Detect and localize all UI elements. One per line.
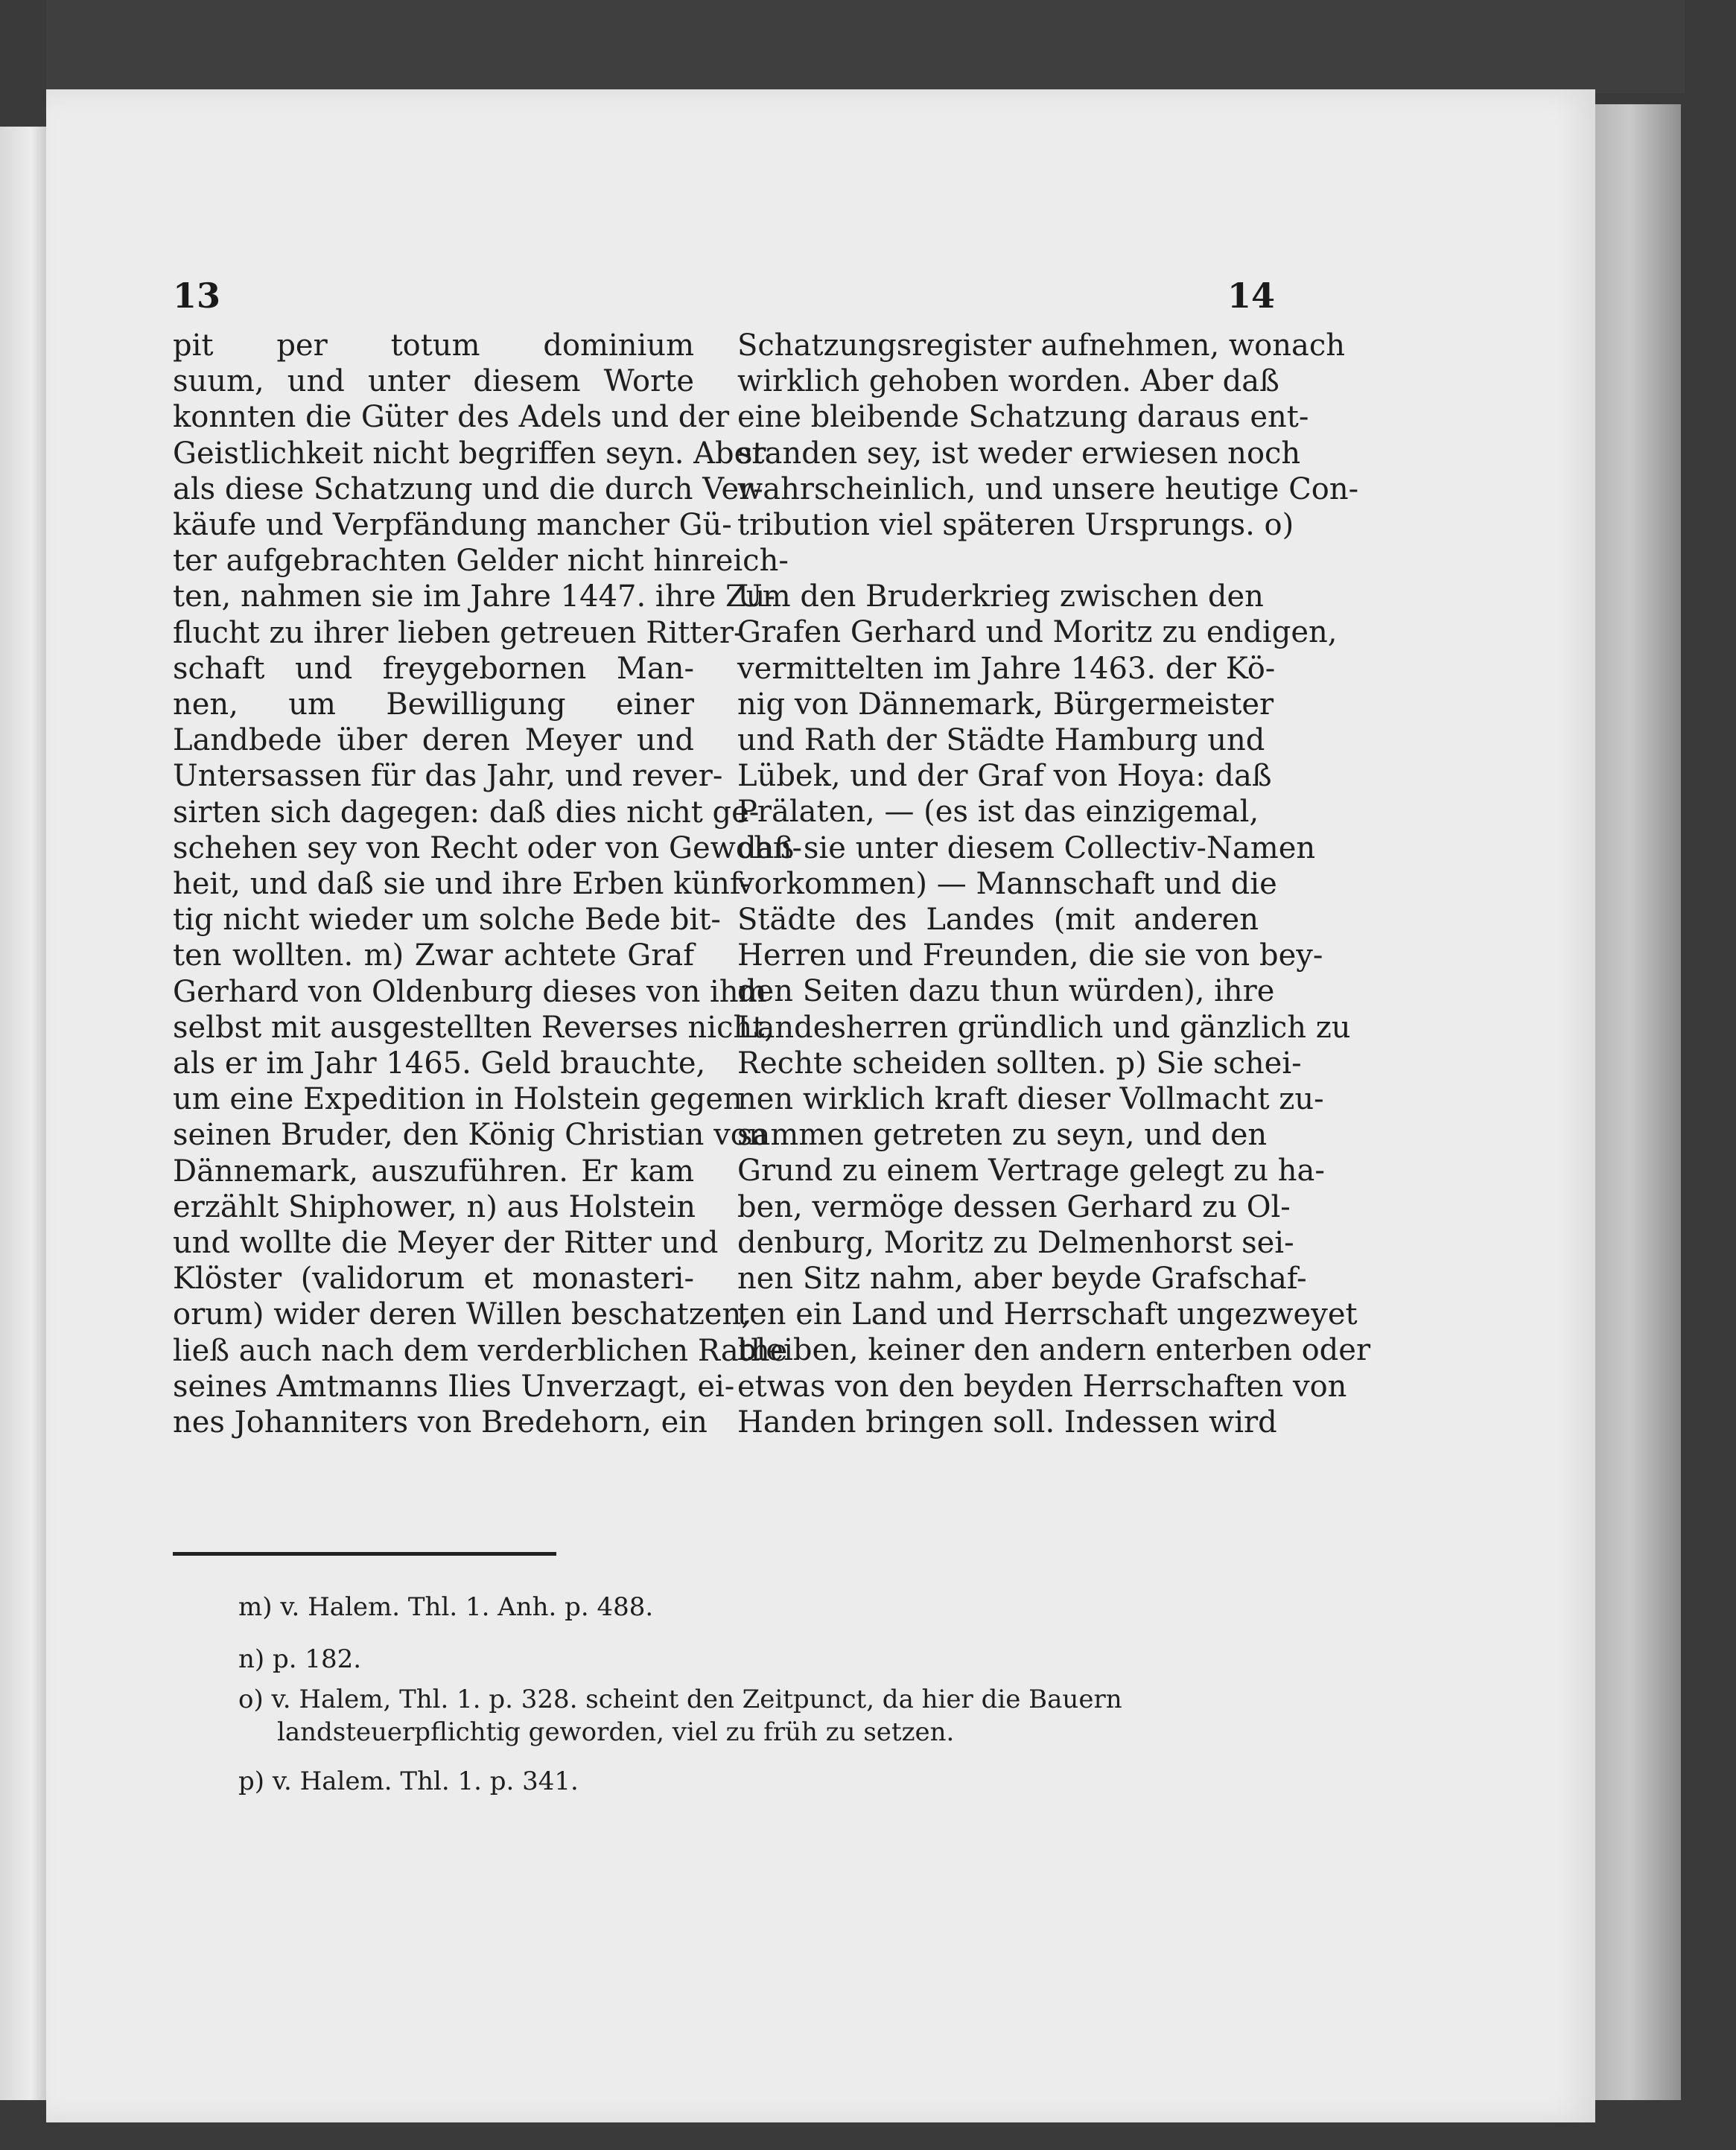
page-number-left: 13 [173,276,221,316]
text-line: Klöster (validorum et monasteri- [173,1262,694,1297]
footnote-p: p) v. Halem. Thl. 1. p. 341. [238,1766,579,1796]
text-line: pit per totum dominium [173,328,694,363]
footnote-rule [173,1552,556,1556]
text-line: seinen Bruder, den König Christian von [173,1118,768,1153]
text-line: etwas von den beyden Herrschaften von [737,1369,1347,1404]
text-line: Geistlichkeit nicht begriffen seyn. Aber [173,436,766,471]
footnote-o-line-2: landsteuerpflichtig geworden, viel zu früh zu setzen. [277,1717,955,1747]
text-line: Rechte scheiden sollten. p) Sie schei- [737,1046,1302,1081]
text-line: heit, und daß sie und ihre Erben künf- [173,867,750,902]
text-line: vermittelten im Jahre 1463. der Kö- [737,651,1276,686]
text-line: schehen sey von Recht oder von Gewohn- [173,830,803,865]
text-line: Dännemark, auszuführen. Er kam [173,1154,694,1189]
text-line: um eine Expedition in Holstein gegen [173,1082,743,1117]
text-line: konnten die Güter des Adels und der [173,400,730,435]
left-column-text [173,328,803,1440]
text-line: bleiben, keiner den andern enterben oder [737,1333,1371,1368]
footnote-o-line-1: o) v. Halem, Thl. 1. p. 328. scheint den Zeitpunct, da hier die Bauern [238,1685,1122,1714]
text-line: schaft und freygebornen Man- [173,651,694,686]
text-line: tribution viel späteren Ursprungs. o) [737,508,1294,543]
text-line: ter aufgebrachten Gelder nicht hinreich- [173,544,789,579]
text-line: Grund zu einem Vertrage gelegt zu ha- [737,1154,1325,1189]
text-line: den Seiten dazu thun würden), ihre [737,974,1275,1009]
text-line: standen sey, ist weder erwiesen noch [737,436,1301,471]
right-paragraph-1 [737,328,1359,543]
footnote-m: m) v. Halem. Thl. 1. Anh. p. 488. [238,1592,654,1622]
text-line: als diese Schatzung und die durch Ver- [173,471,763,506]
text-line: vorkommen) — Mannschaft und die [737,866,1277,901]
text-line: selbst mit ausgestellten Reverses nicht, [173,1010,775,1045]
footnote-n: n) p. 182. [238,1644,362,1674]
right-column-text [737,328,1371,1440]
text-line: nig von Dännemark, Bürgermeister [737,687,1274,722]
text-line: käufe und Verpfändung mancher Gü- [173,508,732,543]
text-line: eine bleibende Schatzung daraus ent- [737,400,1309,435]
text-line: als er im Jahr 1465. Geld brauchte, [173,1046,706,1081]
text-line: Gerhard von Oldenburg dieses von ihm [173,974,767,1009]
text-line: Untersassen für das Jahr, und rever- [173,759,723,794]
text-line: ließ auch nach dem verderblichen Rathe [173,1333,788,1368]
text-line: Um den Bruderkrieg zwischen den [737,579,1264,614]
text-line: Städte des Landes (mit anderen [737,903,1259,938]
text-line: Grafen Gerhard und Moritz zu endigen, [737,615,1338,650]
text-line: sirten sich dagegen: daß dies nicht ge- [173,795,760,830]
text-line: Prälaten, — (es ist das einzigemal, [737,795,1259,830]
text-line: nen, um Bewilligung einer [173,687,694,722]
text-line: nen Sitz nahm, aber beyde Grafschaf- [737,1262,1307,1297]
text-line: Handen bringen soll. Indessen wird [737,1405,1277,1440]
text-line: und wollte die Meyer der Ritter und [173,1226,719,1261]
text-line: nes Johanniters von Bredehorn, ein [173,1405,708,1440]
background-top [46,0,1685,93]
text-line: und Rath der Städte Hamburg und [737,723,1265,758]
text-line: Landbede über deren Meyer und [173,723,694,758]
text-line: nen wirklich kraft dieser Vollmacht zu- [737,1082,1324,1117]
text-line: tig nicht wieder um solche Bede bit- [173,903,721,938]
text-line: wirklich gehoben worden. Aber daß [737,364,1279,399]
left-page-edge [0,127,52,2100]
text-line: ten wollten. m) Zwar achtete Graf [173,938,694,973]
text-line: denburg, Moritz zu Delmenhorst sei- [737,1225,1294,1260]
text-line: flucht zu ihrer lieben getreuen Ritter- [173,615,744,650]
text-line: daß sie unter diesem Collectiv-Namen [737,830,1316,865]
text-line: wahrscheinlich, und unsere heutige Con- [737,471,1359,506]
text-line: Lübek, und der Graf von Hoya: daß [737,759,1272,794]
page-number-right: 14 [1227,276,1276,316]
text-line: erzählt Shiphower, n) aus Holstein [173,1189,696,1224]
text-line: Herren und Freunden, die sie von bey- [737,938,1323,973]
text-line: Landesherren gründlich und gänzlich zu [737,1010,1351,1045]
text-line: ten ein Land und Herrschaft ungezweyet [737,1297,1358,1332]
text-line: orum) wider deren Willen beschatzen, [173,1297,751,1332]
text-line: sammen getreten zu seyn, und den [737,1118,1268,1153]
text-line: Schatzungsregister aufnehmen, wonach [737,328,1346,363]
right-page-edge [1595,104,1681,2100]
text-line: suum, und unter diesem Worte [173,364,694,399]
text-line: ten, nahmen sie im Jahre 1447. ihre Zu- [173,579,776,614]
text-line: seines Amtmanns Ilies Unverzagt, ei- [173,1369,735,1404]
text-line: ben, vermöge dessen Gerhard zu Ol- [737,1189,1291,1224]
right-paragraph-2 [737,579,1371,1440]
